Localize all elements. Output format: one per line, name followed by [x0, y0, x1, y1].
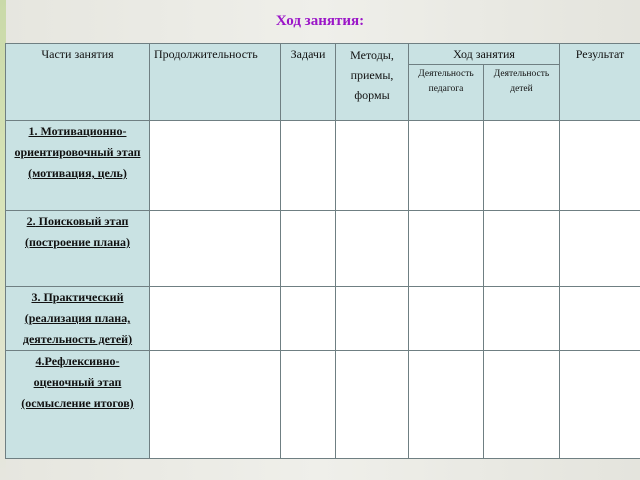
- teacher-activity-cell[interactable]: [409, 351, 484, 459]
- teacher-activity-cell[interactable]: [409, 287, 484, 351]
- result-cell[interactable]: [560, 287, 640, 351]
- duration-cell[interactable]: [150, 351, 281, 459]
- header-course: Ход занятия: [409, 44, 560, 65]
- stage-number: 1.: [28, 124, 38, 138]
- stage-cell: [6, 121, 150, 211]
- stage-number: 4.: [35, 354, 45, 368]
- stage-cell: [6, 287, 150, 351]
- header-duration: Продолжительность: [150, 44, 281, 121]
- stage-name: Рефлексивно-оценочный этап (осмысление итогов): [21, 354, 134, 410]
- stage-name: Практический (реализация плана, деятельность детей): [22, 290, 133, 346]
- header-children-activity: Деятельность детей: [484, 65, 560, 121]
- children-activity-cell[interactable]: [484, 351, 560, 459]
- methods-cell[interactable]: [336, 351, 409, 459]
- children-activity-cell[interactable]: [484, 211, 560, 287]
- header-tasks: Задачи: [281, 44, 336, 121]
- tasks-cell[interactable]: [281, 121, 336, 211]
- stage-cell: [6, 211, 150, 287]
- methods-cell[interactable]: [336, 121, 409, 211]
- stage-name: Мотивационно-ориентировочный этап (мотивация, цель): [14, 124, 141, 180]
- duration-cell[interactable]: [150, 121, 281, 211]
- methods-cell[interactable]: [336, 287, 409, 351]
- header-methods: Методы, приемы, формы: [336, 44, 409, 121]
- table-row: [6, 351, 640, 459]
- tasks-cell[interactable]: [281, 351, 336, 459]
- result-cell[interactable]: [560, 351, 640, 459]
- tasks-cell[interactable]: [281, 287, 336, 351]
- children-activity-cell[interactable]: [484, 287, 560, 351]
- stage-number: 2.: [26, 214, 36, 228]
- header-parts: Части занятия: [6, 44, 150, 121]
- table-row: [6, 287, 640, 351]
- tasks-cell[interactable]: [281, 211, 336, 287]
- teacher-activity-cell[interactable]: [409, 211, 484, 287]
- stage-number: 3.: [31, 290, 41, 304]
- result-cell[interactable]: [560, 121, 640, 211]
- methods-cell[interactable]: [336, 211, 409, 287]
- children-activity-cell[interactable]: [484, 121, 560, 211]
- table-row: [6, 211, 640, 287]
- header-teacher-activity: Деятельность педагога: [409, 65, 484, 121]
- header-result: Результат: [560, 44, 640, 121]
- table-row: [6, 121, 640, 211]
- teacher-activity-cell[interactable]: [409, 121, 484, 211]
- lesson-plan-table: [5, 43, 640, 459]
- duration-cell[interactable]: [150, 287, 281, 351]
- duration-cell[interactable]: [150, 211, 281, 287]
- result-cell[interactable]: [560, 211, 640, 287]
- stage-cell: [6, 351, 150, 459]
- page-title: Ход занятия:: [275, 13, 365, 29]
- stage-name: Поисковый этап (построение плана): [25, 214, 130, 249]
